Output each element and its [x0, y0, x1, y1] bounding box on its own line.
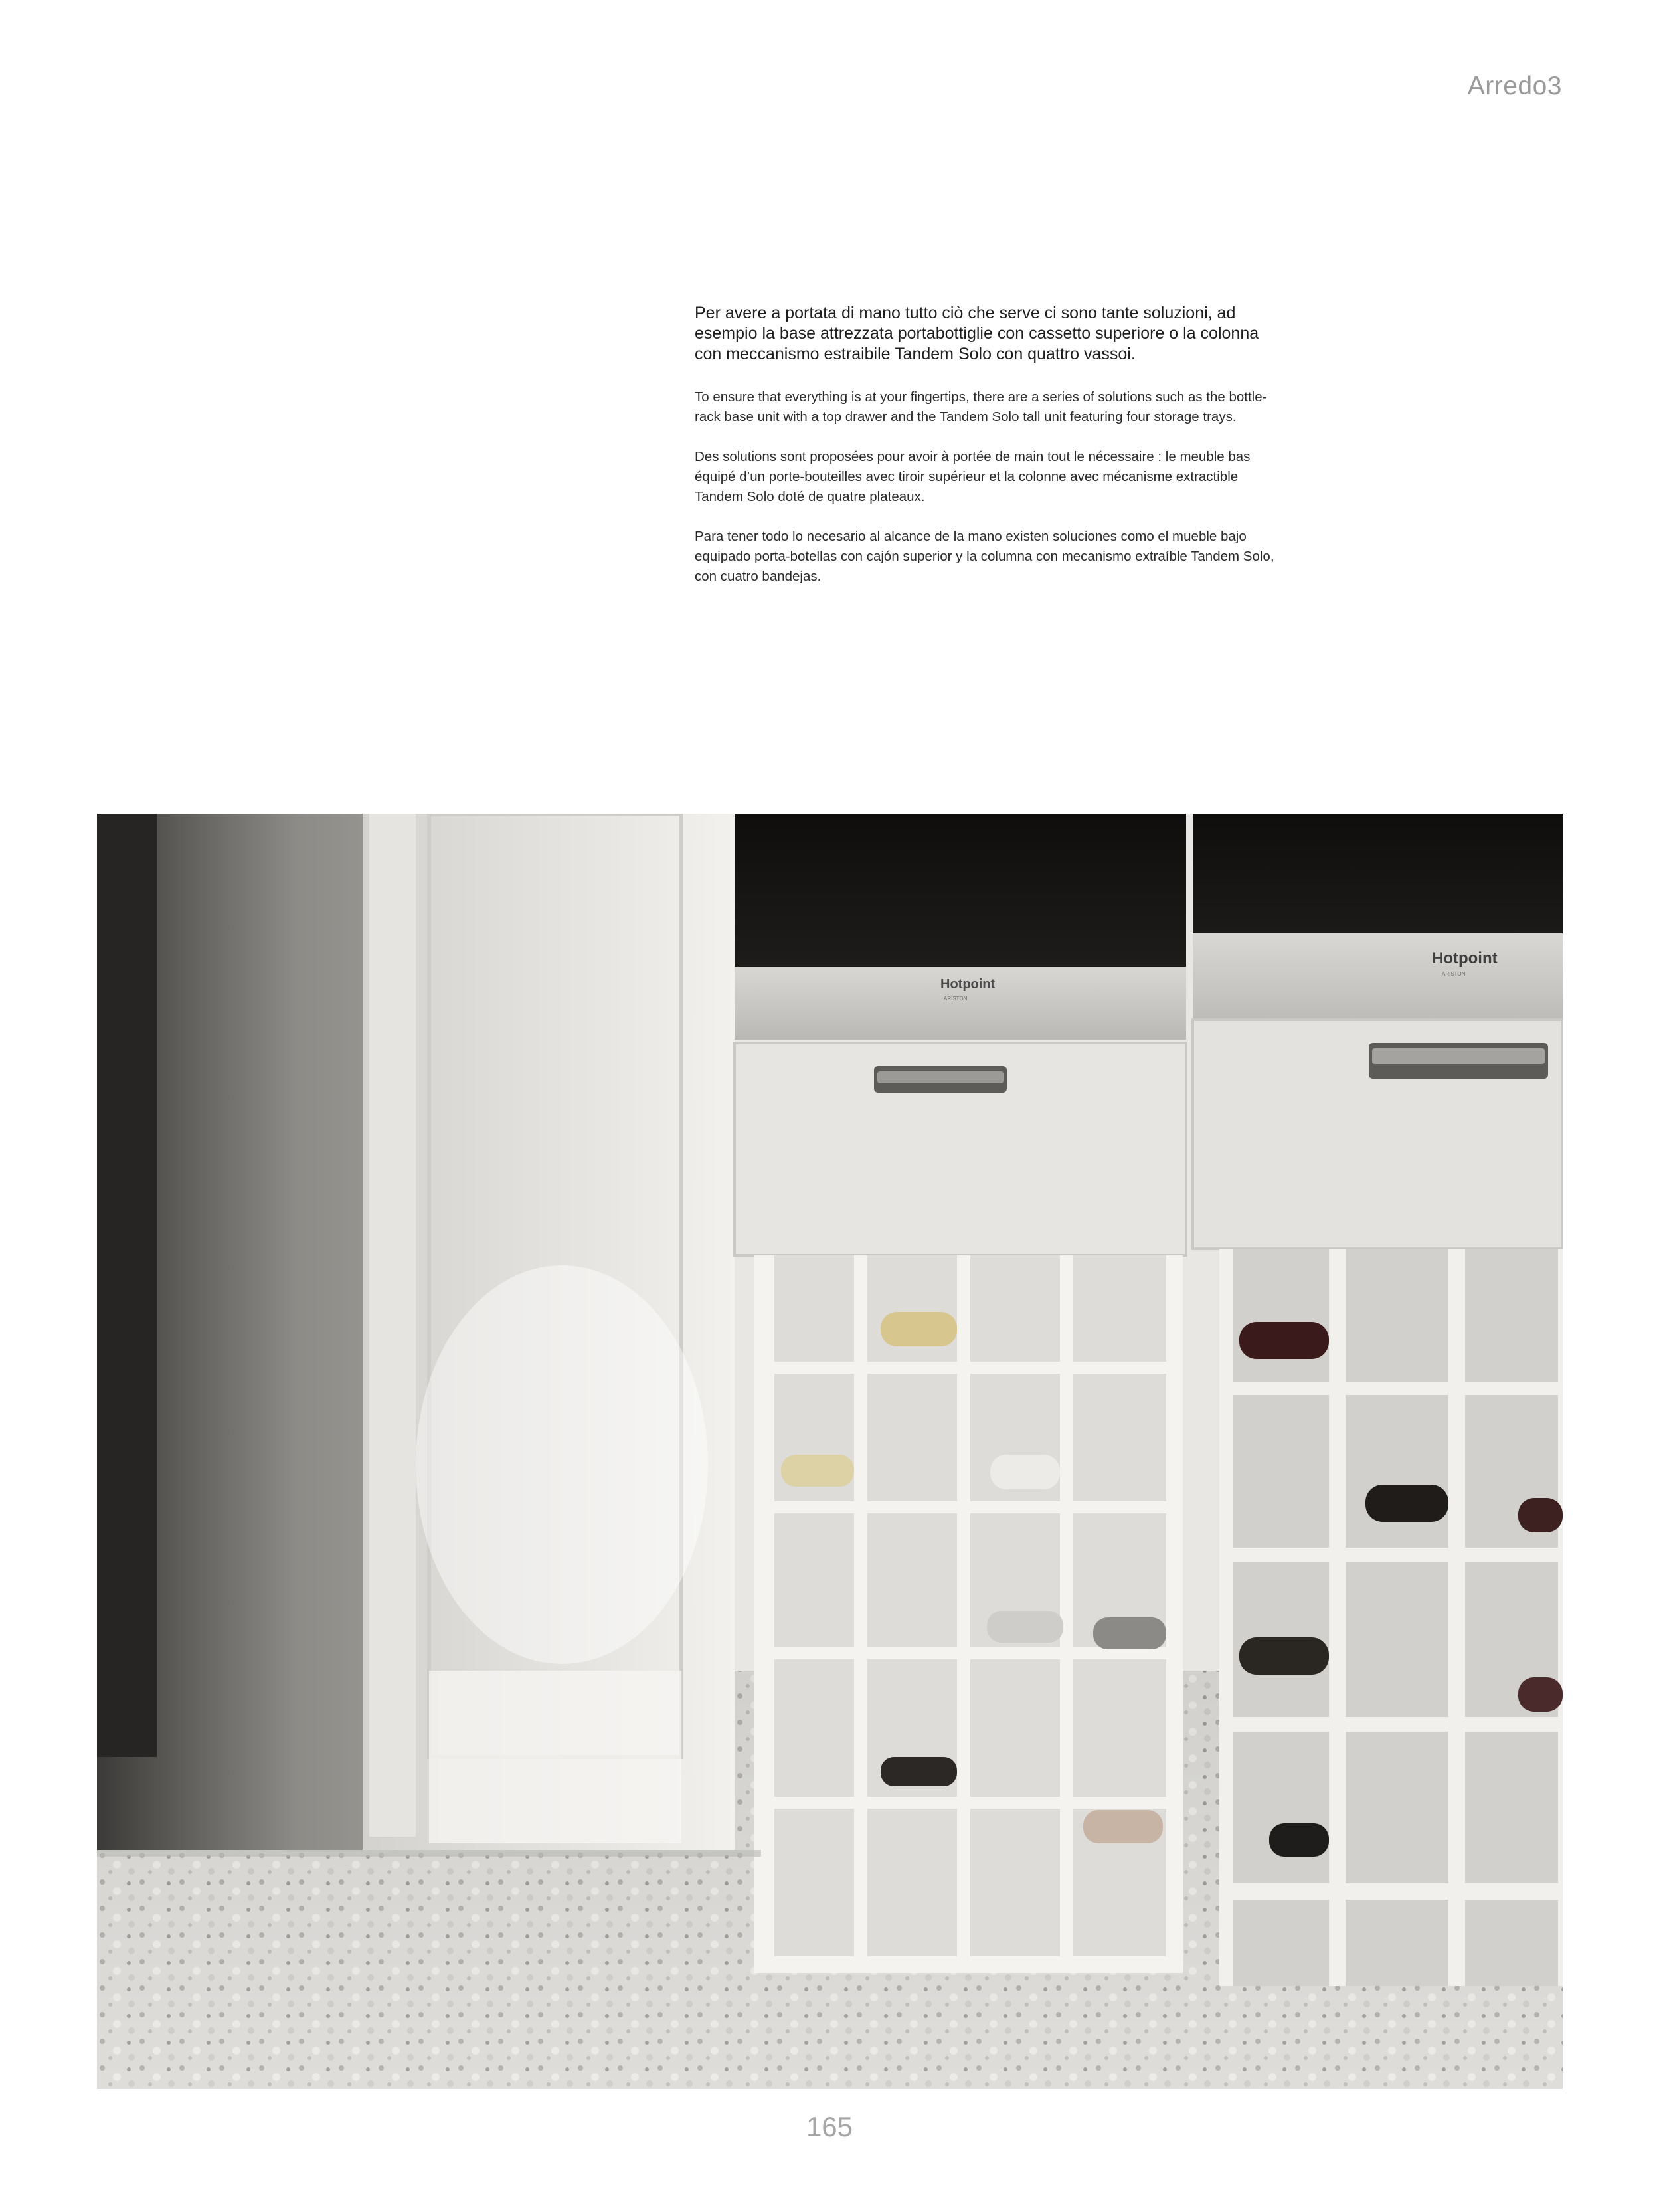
- text-block: [695, 303, 1279, 606]
- oven-subbrand-left: ARISTON: [944, 996, 968, 1002]
- page-number: 165: [806, 2111, 853, 2142]
- paragraph-english: To ensure that everything is at your fingertips, there are a series of solutions such as the bottle-rack base unit with a top drawer and the Tandem Solo tall unit featuring four storage trays.: [695, 389, 1267, 424]
- kitchen-photo: [97, 814, 1563, 2089]
- oven-brand-right: Hotpoint: [1432, 949, 1498, 967]
- paragraph-italian: Per avere a portata di mano tutto ciò che serve ci sono tante soluzioni, ad esempio la base attrezzata portabottiglie con cassetto superiore o la colonna con meccanismo estraibile Tandem Solo con quattro vassoi.: [695, 304, 1259, 363]
- paragraph-spanish: Para tener todo lo necesario al alcance de la mano existen soluciones como el mueble bajo equipado porta-botellas con cajón superior y la columna con mecanismo extraíble Tandem Solo, con cuatro bandejas.: [695, 529, 1274, 584]
- brand-logo: Arredo3: [1467, 72, 1562, 100]
- oven-brand-left: Hotpoint: [940, 977, 996, 992]
- oven-subbrand-right: ARISTON: [1442, 971, 1466, 977]
- paragraph-french: Des solutions sont proposées pour avoir à portée de main tout le nécessaire : le meuble bas équipé d’un porte-bouteilles avec tiroir supérieur et la colonne avec mécanisme extractible Tandem Solo doté de quatre plateaux.: [695, 449, 1251, 504]
